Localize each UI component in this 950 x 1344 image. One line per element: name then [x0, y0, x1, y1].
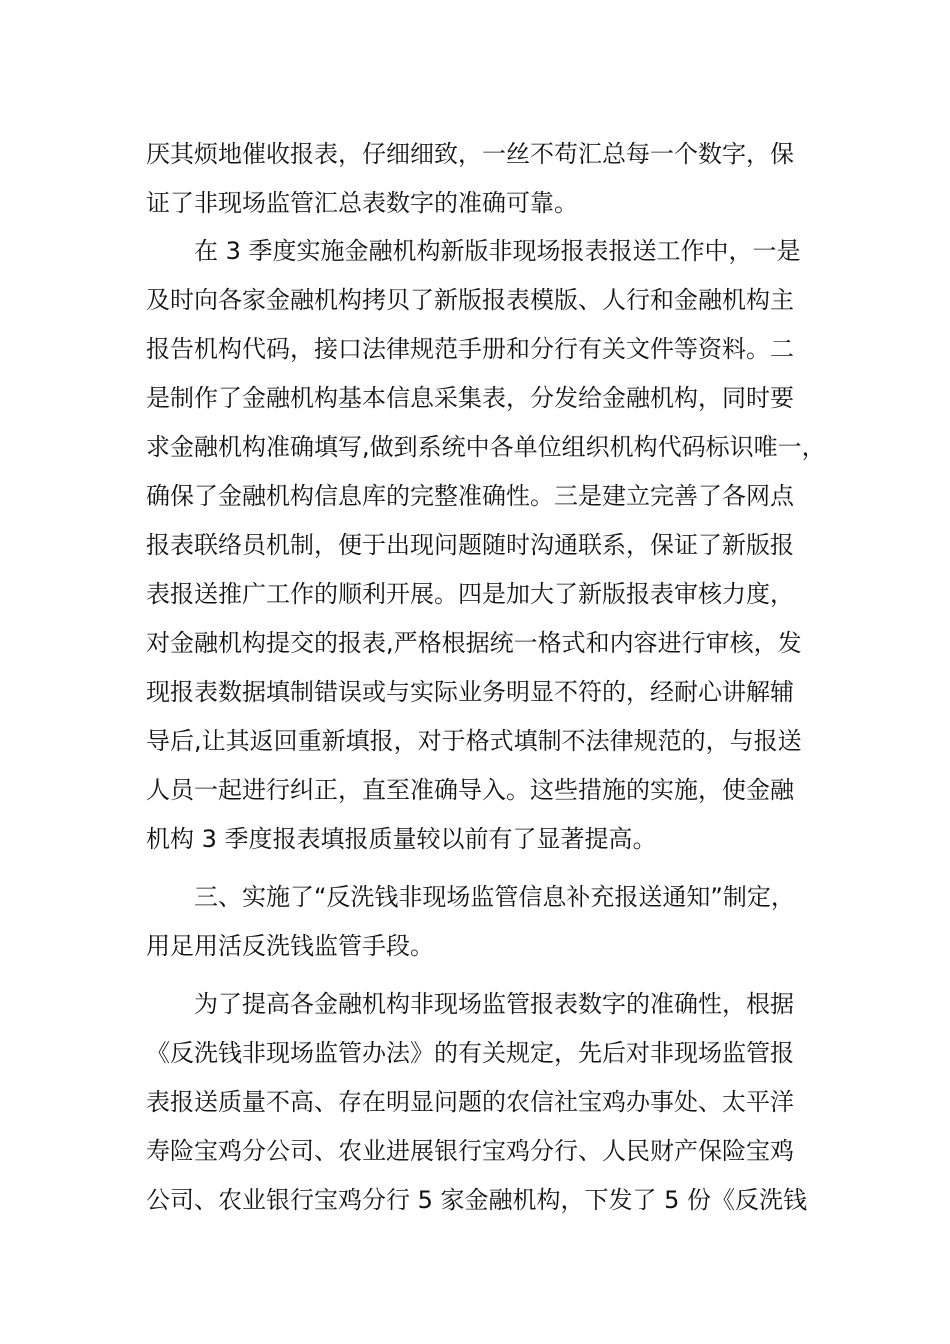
text-line: 报告机构代码，接口法律规范手册和分行有关文件等资料。二: [146, 335, 794, 363]
text-line: 是制作了金融机构基本信息采集表，分发给金融机构，同时要: [146, 384, 794, 412]
text-line: 及时向各家金融机构拷贝了新版报表模版、人行和金融机构主: [146, 286, 794, 314]
text-line: 表报送质量不高、存在明显问题的农信社宝鸡办事处、太平洋: [146, 1088, 794, 1116]
text-line: 确保了金融机构信息库的完整准确性。三是建立完善了各网点: [146, 482, 794, 510]
text-line: 证了非现场监管汇总表数字的准确可靠。: [146, 189, 578, 217]
text-line: 公司、农业银行宝鸡分行 5 家金融机构，下发了 5 份《反洗钱: [146, 1186, 808, 1214]
text-line: 人员一起进行纠正，直至准确导入。这些措施的实施，使金融: [146, 776, 794, 804]
text-line: 寿险宝鸡分公司、农业进展银行宝鸡分行、人民财产保险宝鸡: [146, 1137, 794, 1165]
paragraph-first-line: 在 3 季度实施金融机构新版非现场报表报送工作中，一是: [194, 237, 801, 265]
text-line: 导后,让其返回重新填报，对于格式填制不法律规范的，与报送: [146, 727, 802, 755]
text-line: 求金融机构准确填写,做到系统中各单位组织机构代码标识唯一，: [146, 433, 826, 461]
text-line: 《反洗钱非现场监管办法》的有关规定，先后对非现场监管报: [146, 1039, 794, 1067]
section-heading-line: 用足用活反洗钱监管手段。: [146, 932, 434, 960]
section-heading-line: 三、实施了“反洗钱非现场监管信息补充报送通知”制定，: [194, 883, 795, 911]
paragraph-first-line: 为了提高各金融机构非现场监管报表数字的准确性，根据: [194, 990, 794, 1018]
text-line: 厌其烦地催收报表，仔细细致，一丝不苟汇总每一个数字，保: [146, 140, 794, 168]
text-line: 表报送推广工作的顺利开展。四是加大了新版报表审核力度，: [146, 580, 794, 608]
text-line: 现报表数据填制错误或与实际业务明显不符的，经耐心讲解辅: [146, 678, 794, 706]
text-line: 报表联络员机制，便于出现问题随时沟通联系，保证了新版报: [146, 531, 794, 559]
text-line: 对金融机构提交的报表,严格根据统一格式和内容进行审核，发: [146, 629, 802, 657]
text-line: 机构 3 季度报表填报质量较以前有了显著提高。: [146, 825, 657, 853]
